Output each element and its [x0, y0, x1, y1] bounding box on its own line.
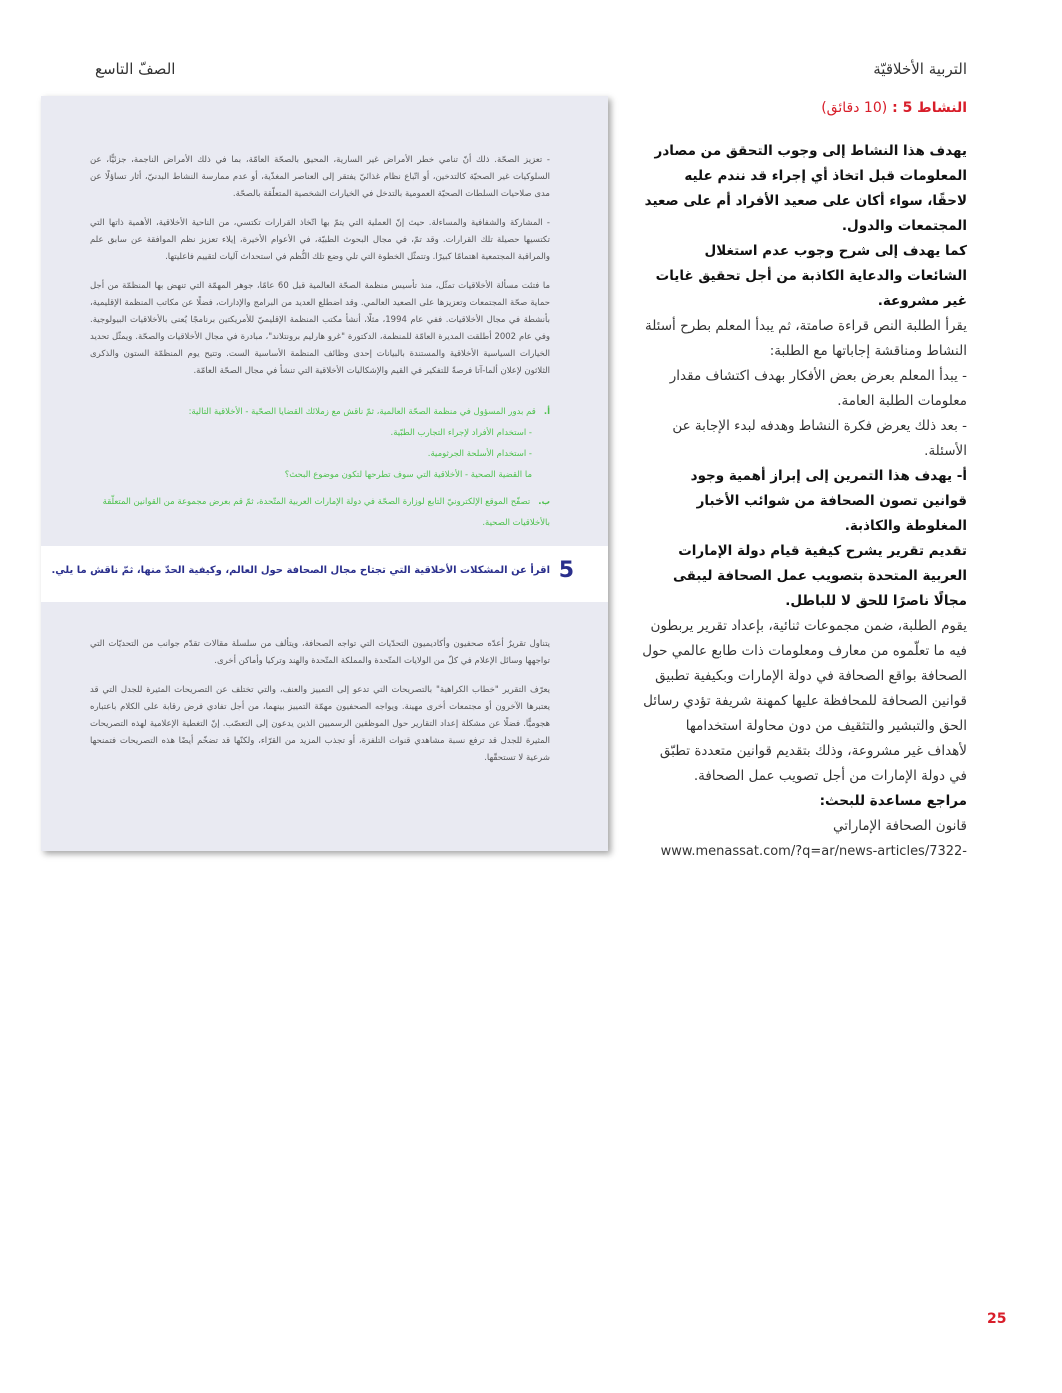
book-paragraph: - تعزيز الصحّة. ذلك أنّ تنامي خطر الأمراض غير السارية، المحيق بالصحّة العامّة، بما في ذلك الأمراض الناجمة، جزئيًّا، عن السلوكيات غير الصحيّة كالتدخين، أو اتّباع نظام غذائيّ يفتقر إلى العناصر المغذّية، أو عدم ممارسة النشاط البدنيّ، أثار تساؤلًا عن مدى صلاحيات السلطات الصحيّة العمومية بالتدخل في الخيارات الشخصية المتعلّقة بالصحّة. [90, 155, 550, 199]
book-paragraph: ما فتئت مسألة الأخلاقيات تمثّل، منذ تأسيس منظمة الصحّة العالمية قبل 60 عامًا، جوهر المهمّة التي تنهض بها المنظمّة من أجل حماية صحّة المجتمعات وتعزيزها على الصعيد العالمي. وقد اضطلع العديد من البرامج والإدارات، فضلًا عن مكاتب المنظمة الإقليمية، بأنشطة في مجال الأخلاقيات. ففي عام 1994، مثلًا، أنشأ مكتب المنظمة الإقليميّ للأمريكتين برنامجًا يُعنى بالأخلاقيات البيولوجية. وفي عام 2002 أطلقت المديرة العامّة للمنظمة، الدكتورة "غرو هارليم برونتلاند"، مبادرة في مجال الأخلاقيات والصحّة. ويمثّل تحديد الخيارات السياسية الأخلاقية والمستندة بالبيانات إحدى وظائف المنظمة الأساسية الست. وتتيح يوم المنظمّة الستون والذكرى الثلاثون لإعلان ألما-آتا فرصةً للتفكير في القيم والإشكاليات الأخلاقية التي تنشأ في مجال الصحّة العامّة. [90, 281, 550, 376]
book-bottom-text [90, 636, 550, 779]
header-subject: التربية الأخلاقيّة [873, 60, 967, 78]
question-a-label: أ. [543, 407, 550, 417]
page-number: 25 [987, 1311, 1007, 1327]
book-paragraph: - المشاركة والشفافية والمساءلة. حيث إنّ العملية التي يتمّ بها اتّخاذ القرارات تكتسي، من الناحية الأخلاقية، الأهمية ذاتها التي تكتسيها حصيلة تلك القرارات. وقد تمّ، في مجال البحوث الطبيّة، في الأعوام الأخيرة، إيلاء تعزيز نظم الموافقة عن سابق علم والمراقبة المجتمعية اهتمامًا كبيرًا. وتتمثّل الخطوة التي تلي وضع تلك النُّظم في استحداث آليات لتقييم فاعليتها. [90, 218, 550, 262]
teacher-guide-column [642, 96, 967, 864]
question-b-label: ب. [538, 497, 550, 507]
guide-paragraphs [642, 139, 967, 864]
textbook-page-image [41, 96, 608, 851]
question-a-item: ما القضية الصحية - الأخلاقية التي سوف تطرحها لتكون موضوع البحث؟ [284, 470, 532, 480]
question-5-text: اقرأ عن المشكلات الأخلاقية التي تجتاح مجال الصحافة حول العالم، وكيفية الحدّ منها، ثمّ ناقش ما يلي. [51, 565, 550, 576]
activity-label: النشاط 5 : [892, 100, 967, 116]
activity-title [642, 96, 967, 121]
book-questions [90, 402, 550, 534]
guide-paragraph: يهدف هذا النشاط إلى وجوب التحقق من مصادر المعلومات قبل اتخاذ أي إجراء قد نندم عليه لاحقًا، سواء أكان على صعيد الأفراد أم على صعيد المجتمعات والدول. [644, 143, 967, 234]
book-paragraph: يتناول تقريرٌ أعدّه صحفيون وأكاديميون التحدّيات التي تواجه الصحافة، ويتألف من سلسلة مقالات تقدّم جوانب من التحديّات التي تواجهها وسائل الإعلام في كلّ من الولايات المتّحدة والمملكة المتّحدة والهند وتركيا وأماكن أخرى. [90, 639, 550, 666]
guide-paragraph: كما يهدف إلى شرح وجوب عدم استغلال الشائعات والدعاية الكاذبة من أجل تحقيق غايات غير مشروعة. [655, 243, 967, 309]
guide-paragraph: مراجع مساعدة للبحث: [819, 793, 967, 809]
question-5-banner [41, 546, 608, 602]
question-5-number: 5 [558, 558, 574, 583]
activity-duration: (10 دقائق) [821, 100, 888, 116]
question-b [90, 492, 550, 534]
guide-paragraph: تقديم تقرير يشرح كيفية قيام دولة الإمارات العربية المتحدة بتصويب عمل الصحافة ليبقى مجالًا ناصرًا للحق لا للباطل. [672, 543, 967, 609]
question-a [90, 402, 550, 423]
guide-paragraph: - يبدأ المعلم بعرض بعض الأفكار بهدف اكتشاف مقدار معلومات الطلبة العامة. [669, 368, 967, 409]
question-a-text: قم بدور المسؤول في منظمة الصحّة العالمية، ثمّ ناقش مع زملائك القضايا الصحّية - الأخلاقية التالية: [188, 407, 536, 417]
guide-paragraph: - بعد ذلك يعرض فكرة النشاط وهدفه لبدء الإجابة عن الأسئلة. [672, 418, 967, 459]
header-grade: الصفّ التاسع [95, 60, 176, 78]
book-paragraph: يعرّف التقرير "خطاب الكراهية" بالتصريحات التي تدعو إلى التمييز والعنف، والتي تختلف عن التصريحات المثيرة للجدل التي قد يعتبرها الآخرون أو مجتمعات أخرى مهينة. ويواجه الصحفيون مهمّة التمييز بينهما، من أجل تفادي فرض رقابة على الكلام باعتباره هجوميًّا. فضلًا عن مشكلة إعداد التقارير حول الموظفين الرسميين الذين يدعون إلى التعصّب. إنّ التغطية الإعلامية لهذه التصريحات المثيرة للجدل قد ترفع نسبة مشاهدي قنوات التلفزة، أو تجذب المزيد من القرّاء، ولكنّها قد تضخّم أيضًا هذه التصريحات فتمنحها شرعية لا تستحقّها. [90, 685, 550, 763]
question-b-text: تصفّح الموقع الإلكترونيّ التابع لوزارة الصحّة في دولة الإمارات العربية المتّحدة، ثمّ قم بعرض مجموعة من القوانين المتعلّقة بالأخلاقيات الصحية. [102, 497, 550, 528]
book-top-text [90, 152, 550, 392]
guide-paragraph: يقرأ الطلبة النص قراءة صامتة، ثم يبدأ المعلم بطرح أسئلة النشاط ومناقشة إجاباتها مع الطلبة: [644, 318, 967, 359]
question-a-item: - استخدام الأفراد لإجراء التجارب الطبّية. [390, 428, 532, 438]
question-a-item: - استخدام الأسلحة الجرثومية. [427, 449, 532, 459]
guide-paragraph: يقوم الطلبة، ضمن مجموعات ثنائية، بإعداد تقرير يربطون فيه ما تعلّموه من معارف ومعلومات ذات طابع عالمي حول الصحافة بواقع الصحافة في دولة الإمارات وبكيفية تطبيق قوانين الصحافة للمحافظة عليها كمهنة شريفة تؤدي رسائل الحق والتبشير والتثقيف من دون محاولة استخدامها لأهداف غير مشروعة، وذلك بتقديم قوانين متعددة تطبّق في دولة الإمارات من أجل تصويب عمل الصحافة. [642, 618, 967, 784]
guide-paragraph: أ- يهدف هذا التمرين إلى إبراز أهمية وجود قوانين تصون الصحافة من شوائب الأخبار المغلوطة والكاذبة. [690, 468, 967, 534]
reference-link[interactable]: www.menassat.com/?q=ar/news-articles/7322- [660, 844, 967, 859]
guide-paragraph: قانون الصحافة الإماراتي [833, 818, 967, 834]
